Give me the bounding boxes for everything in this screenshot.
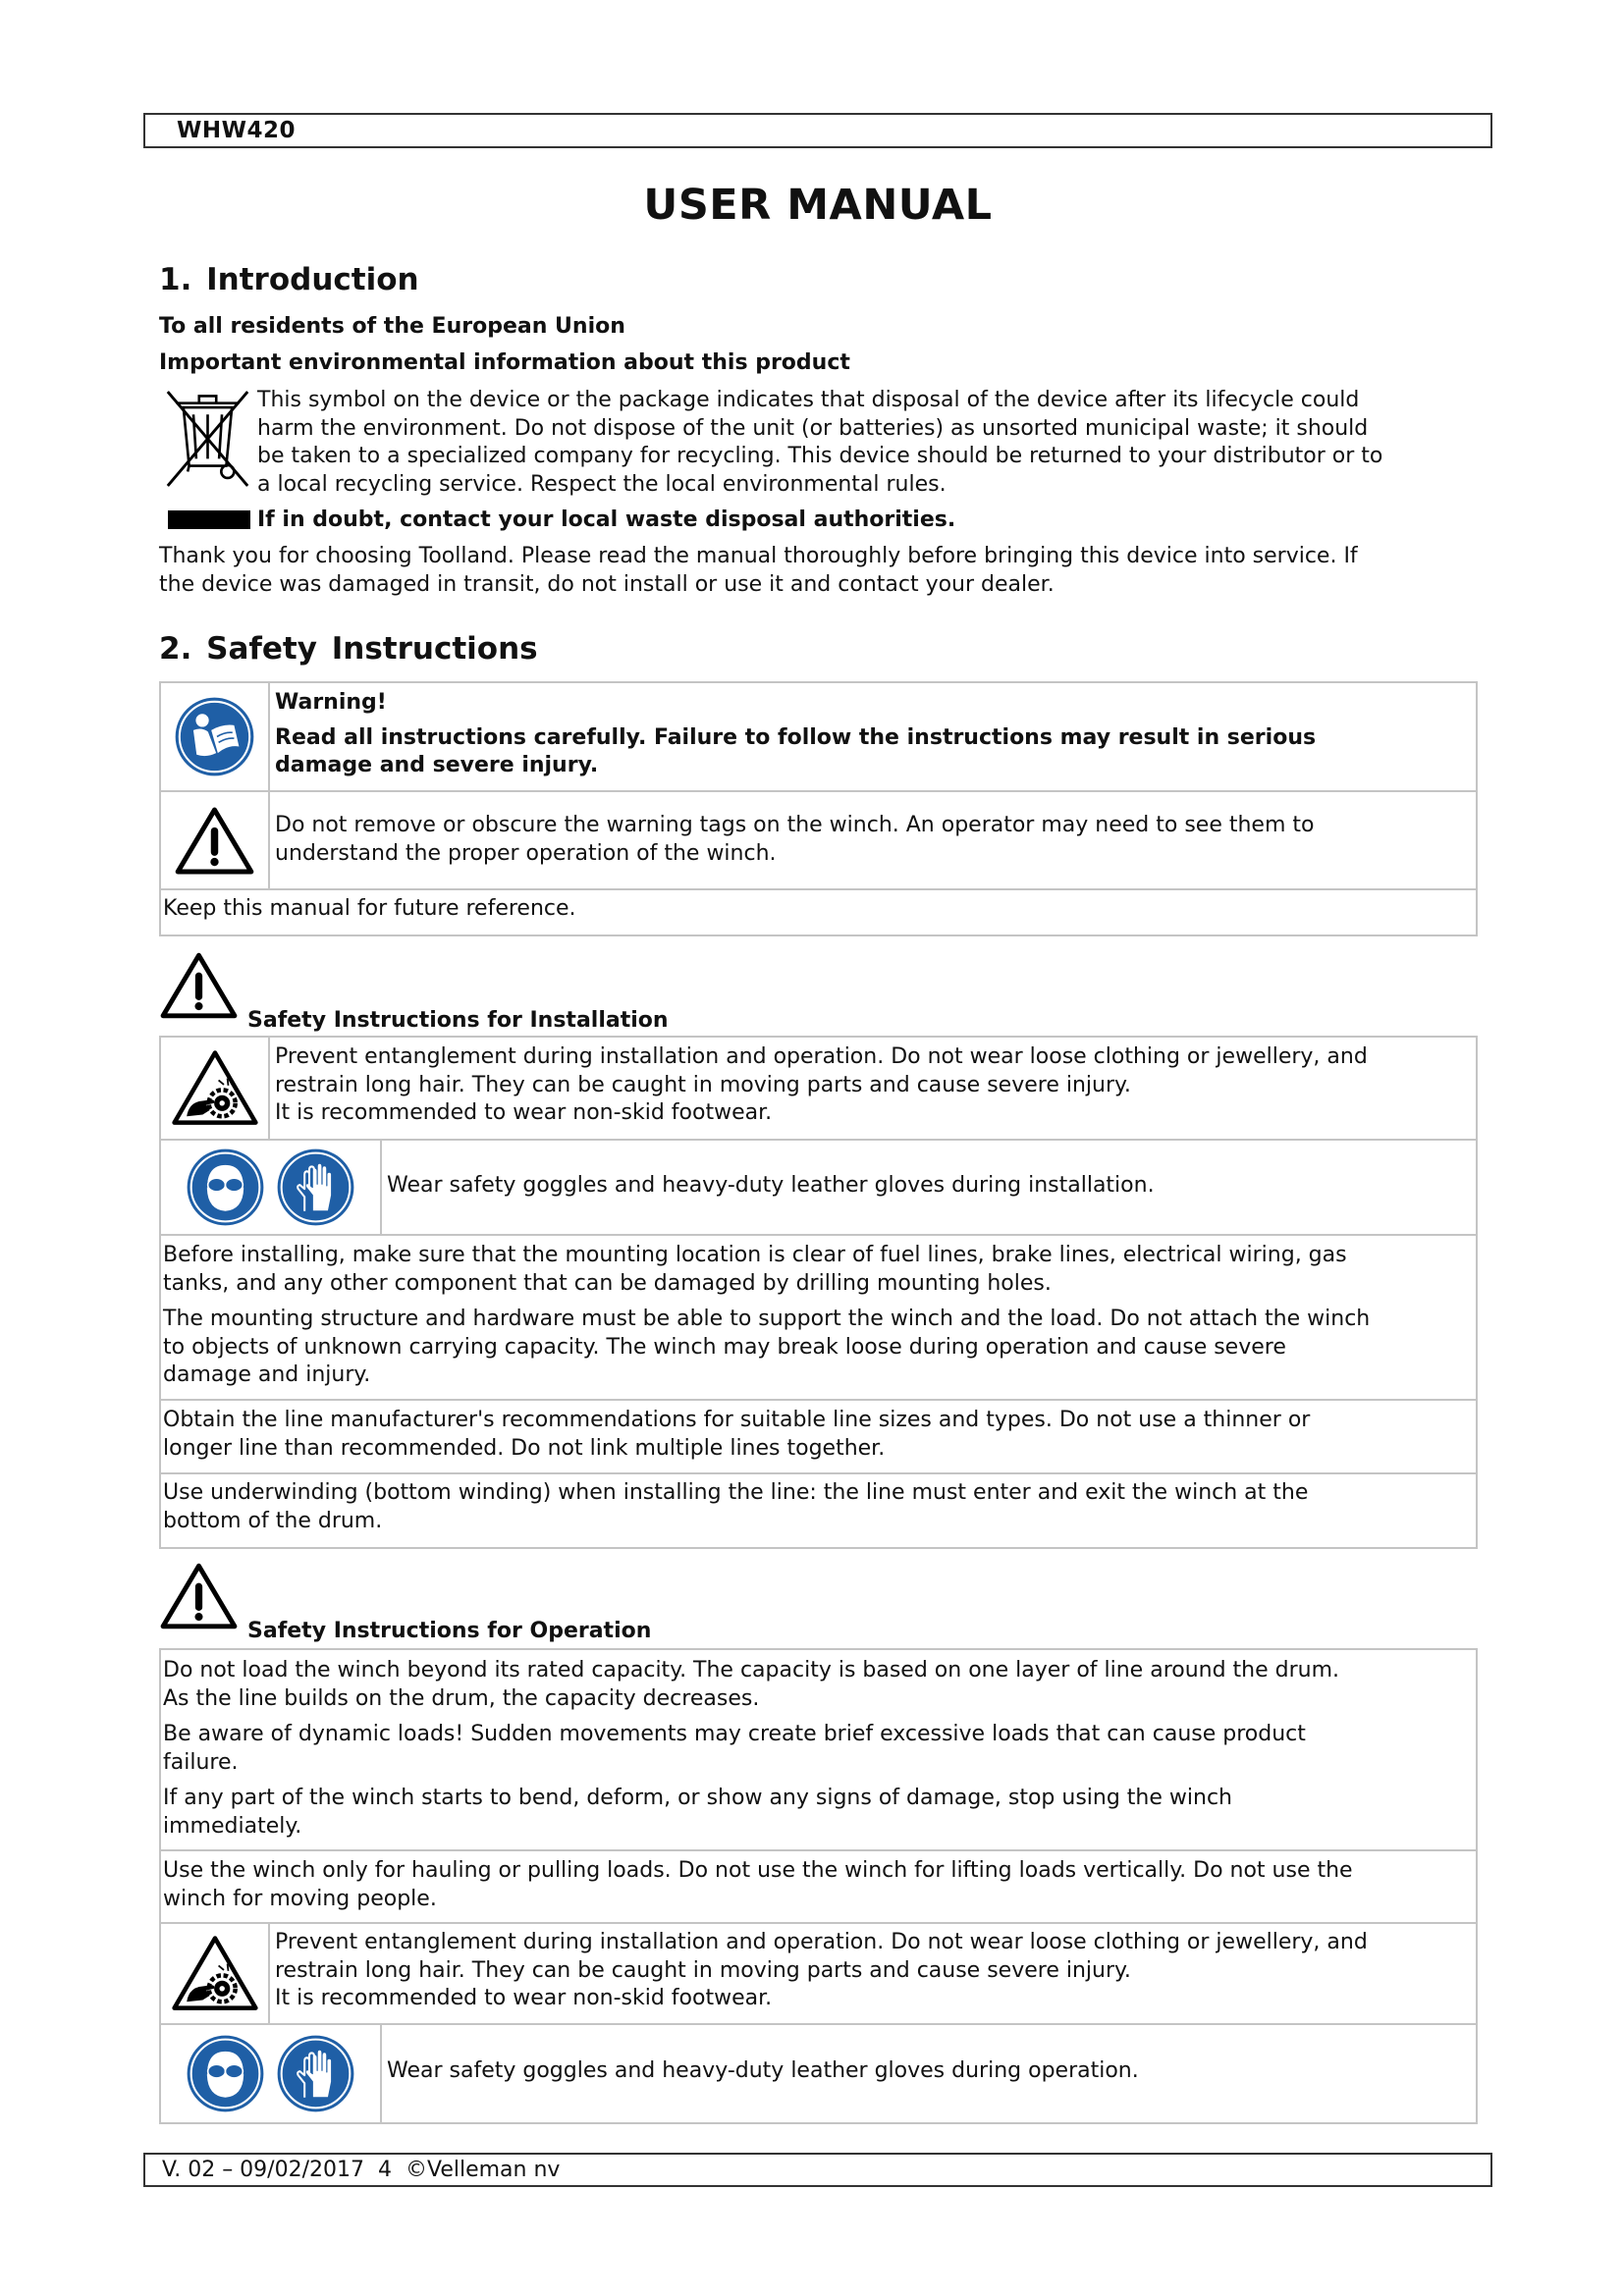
warning-triangle-icon — [159, 1561, 239, 1631]
line-recommendations-row — [161, 1401, 1476, 1474]
warning-triangle-icon — [174, 805, 255, 877]
footer-page-number: 4 — [377, 2158, 392, 2182]
line-recommendations-cell — [161, 1401, 1476, 1472]
ppe-cell — [382, 2025, 1476, 2122]
keep-manual-text: Keep this manual for future reference. — [163, 896, 576, 921]
ppe-row — [161, 1141, 1476, 1236]
weee-text-line: harm the environment. Do not dispose of the unit (or batteries) as unsorted municipal waste; it should — [257, 415, 1369, 441]
underwinding-cell — [161, 1474, 1476, 1547]
read-manual-icon — [174, 696, 255, 777]
mounting-cell — [161, 1236, 1476, 1399]
ppe-text: Wear safety goggles and heavy-duty leather gloves during operation. — [387, 2058, 1139, 2083]
weee-text-line: be taken to a specialized company for recycling. This device should be returned to your distributor or to — [257, 444, 1383, 468]
env-heading: Important environmental information about this product — [159, 350, 850, 375]
entanglement-line: restrain long hair. They can be caught in moving parts and cause severe injury. — [275, 1072, 1131, 1097]
entanglement-row — [161, 1924, 1476, 2025]
icon-cell — [161, 1924, 270, 2023]
entanglement-warning-icon — [171, 1934, 259, 2013]
mounting-location-line: Before installing, make sure that the mounting location is clear of fuel lines, brake lines, electrical wiring, gas — [163, 1243, 1347, 1267]
entanglement-line: Prevent entanglement during installation and operation. Do not wear loose clothing or jewellery, and — [275, 1044, 1368, 1069]
crossed-out-wheelie-bin-icon — [162, 386, 253, 492]
intro-heading: 1. Introduction — [159, 262, 419, 297]
ppe-cell — [382, 1141, 1476, 1234]
safety-gloves-icon — [276, 2034, 355, 2113]
safety-goggles-icon — [186, 2034, 265, 2113]
capacity-text — [163, 1657, 1476, 1713]
usage-line: Use the winch only for hauling or pulling loads. Do not use the winch for lifting loads vertically. Do not use the — [163, 1858, 1353, 1883]
doubt-text: If in doubt, contact your local waste disposal authorities. — [257, 507, 956, 532]
eu-heading: To all residents of the European Union — [159, 314, 625, 339]
mounting-structure-line: damage and injury. — [163, 1362, 371, 1387]
mounting-structure-line: to objects of unknown carrying capacity. The winch may break loose during operation and cause severe — [163, 1334, 1286, 1360]
warning-row — [161, 683, 1476, 792]
entanglement-line: Prevent entanglement during installation and operation. Do not wear loose clothing or jewellery, and — [275, 1930, 1368, 1954]
warning-cell — [270, 683, 1476, 790]
thanks-text-line: Thank you for choosing Toolland. Please read the manual thoroughly before bringing this device into service. If — [159, 544, 1358, 568]
warning-text — [275, 724, 1476, 780]
model-header: WHW420 — [143, 113, 1492, 148]
warning-tags-cell — [270, 792, 1476, 888]
safety-warning-table — [159, 681, 1478, 936]
weee-text — [257, 387, 1382, 499]
entanglement-line: restrain long hair. They can be caught in moving parts and cause severe injury. — [275, 1957, 1131, 1983]
dynamic-loads-text — [163, 1721, 1476, 1777]
entanglement-cell — [270, 1038, 1476, 1139]
underwinding-line: bottom of the drum. — [163, 1508, 383, 1533]
weee-text-line: This symbol on the device or the package indicates that disposal of the device after its lifecycle could — [257, 388, 1360, 412]
icon-cell — [161, 683, 270, 790]
keep-manual-row — [161, 890, 1476, 934]
footer-copyright: ©Velleman nv — [405, 2158, 561, 2182]
entanglement-warning-icon — [171, 1048, 259, 1128]
capacity-row — [161, 1650, 1476, 1851]
usage-cell — [161, 1851, 1476, 1922]
thanks-text — [159, 543, 1358, 599]
capacity-line: Do not load the winch beyond its rated capacity. The capacity is based on one layer of line around the drum. — [163, 1658, 1340, 1682]
page-title: USER MANUAL — [643, 181, 993, 230]
installation-table — [159, 1036, 1478, 1549]
operation-heading: Safety Instructions for Operation — [247, 1619, 652, 1643]
warning-tags-line: Do not remove or obscure the warning tags on the winch. An operator may need to see them to — [275, 813, 1315, 837]
icon-cell — [161, 2025, 382, 2122]
page-footer — [143, 2153, 1492, 2187]
damage-text — [163, 1785, 1476, 1841]
warning-text-line: damage and severe injury. — [275, 753, 599, 777]
capacity-line: As the line builds on the drum, the capacity decreases. — [163, 1685, 760, 1711]
operation-table — [159, 1648, 1478, 2124]
mounting-location-line: tanks, and any other component that can be damaged by drilling mounting holes. — [163, 1270, 1052, 1296]
underwinding-row — [161, 1474, 1476, 1547]
ppe-text: Wear safety goggles and heavy-duty leather gloves during installation. — [387, 1173, 1155, 1198]
weee-text-line: a local recycling service. Respect the local environmental rules. — [257, 471, 947, 497]
mounting-location-text — [163, 1242, 1476, 1298]
damage-line: immediately. — [163, 1813, 302, 1839]
safety-goggles-icon — [186, 1148, 265, 1227]
mounting-structure-text — [163, 1306, 1476, 1390]
installation-heading: Safety Instructions for Installation — [247, 1008, 669, 1033]
usage-row — [161, 1851, 1476, 1924]
dynamic-loads-line: Be aware of dynamic loads! Sudden movements may create brief excessive loads that can cause product — [163, 1722, 1306, 1746]
warning-triangle-icon — [159, 950, 239, 1021]
warning-tags-line: understand the proper operation of the winch. — [275, 840, 777, 866]
icon-cell — [161, 792, 270, 888]
dynamic-loads-line: failure. — [163, 1749, 239, 1775]
mounting-row — [161, 1236, 1476, 1401]
warning-text-line: Read all instructions carefully. Failure to follow the instructions may result in serious — [275, 724, 1317, 750]
line-recommendations-line: longer line than recommended. Do not link multiple lines together. — [163, 1435, 886, 1461]
footer-version: V. 02 – 09/02/2017 — [162, 2158, 364, 2182]
icon-cell — [161, 1141, 382, 1234]
footwear-line: It is recommended to wear non-skid footwear. — [275, 1986, 773, 2010]
usage-line: winch for moving people. — [163, 1886, 437, 1911]
icon-cell — [161, 1038, 270, 1139]
footwear-line: It is recommended to wear non-skid footwear. — [275, 1100, 773, 1125]
underwinding-line: Use underwinding (bottom winding) when installing the line: the line must enter and exit the winch at the — [163, 1480, 1309, 1505]
line-recommendations-line: Obtain the line manufacturer's recommendations for suitable line sizes and types. Do not use a thinner or — [163, 1408, 1311, 1432]
safety-gloves-icon — [276, 1148, 355, 1227]
ppe-row — [161, 2025, 1476, 2122]
black-bar — [168, 510, 250, 529]
keep-manual-cell — [161, 890, 1476, 934]
safety-heading: 2. Safety Instructions — [159, 631, 538, 667]
entanglement-cell — [270, 1924, 1476, 2023]
capacity-cell — [161, 1650, 1476, 1849]
entanglement-row — [161, 1038, 1476, 1141]
warning-title: Warning! — [275, 690, 387, 715]
damage-line: If any part of the winch starts to bend, deform, or show any signs of damage, stop using the winch — [163, 1786, 1232, 1810]
thanks-text-line: the device was damaged in transit, do not install or use it and contact your dealer. — [159, 571, 1055, 597]
mounting-structure-line: The mounting structure and hardware must be able to support the winch and the load. Do not attach the winch — [163, 1307, 1371, 1331]
warning-tags-row — [161, 792, 1476, 890]
